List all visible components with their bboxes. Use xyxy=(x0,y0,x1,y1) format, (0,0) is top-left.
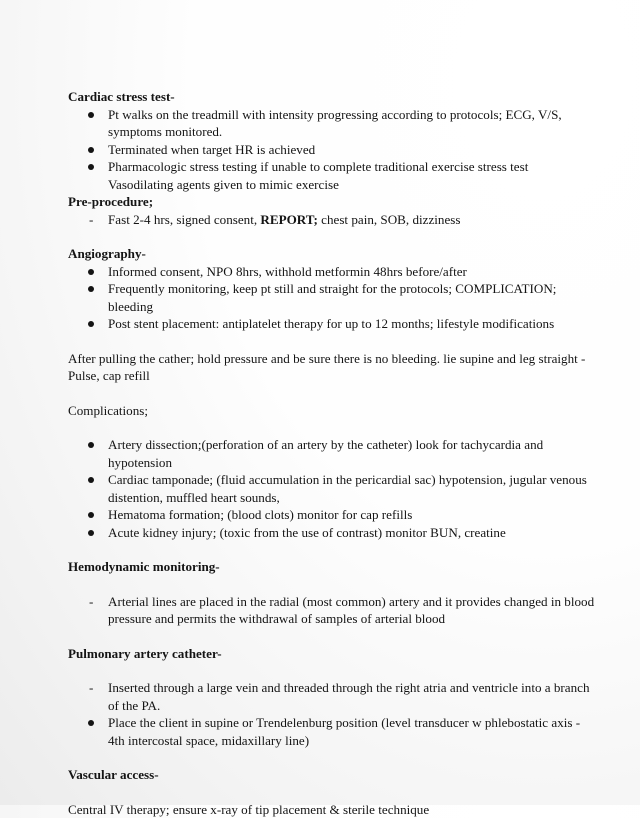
list-item: Artery dissection;(perforation of an artery by the catheter) look for tachycardia and hypotension xyxy=(68,436,598,471)
list-item: Inserted through a large vein and threaded through the right atria and ventricle into a branch of the PA. xyxy=(68,679,598,714)
list-item: Fast 2-4 hrs, signed consent, REPORT; chest pain, SOB, dizziness xyxy=(68,211,598,229)
list-item: Pt walks on the treadmill with intensity progressing according to protocols; ECG, V/S, symptoms monitored. xyxy=(68,106,598,141)
list-item: Place the client in supine or Trendelenburg position (level transducer w phlebostatic axis - 4th intercostal space, midaxillary line) xyxy=(68,714,598,749)
list-item: Frequently monitoring, keep pt still and straight for the protocols; COMPLICATION; bleeding xyxy=(68,280,598,315)
heading-pre-procedure: Pre-procedure; xyxy=(68,193,598,211)
list-item: Arterial lines are placed in the radial (most common) artery and it provides changed in blood pressure and permits the withdrawal of samples of arterial blood xyxy=(68,593,598,628)
list-item: Pharmacologic stress testing if unable to complete traditional exercise stress test Vasodilating agents given to mimic exercise xyxy=(68,158,598,193)
pre-procedure-list xyxy=(68,211,598,229)
angiography-list xyxy=(68,263,598,333)
heading-vascular-access: Vascular access- xyxy=(68,766,598,784)
heading-hemodynamic-monitoring: Hemodynamic monitoring- xyxy=(68,558,598,576)
hemodynamic-monitoring-list xyxy=(68,593,598,628)
vascular-access-note: Central IV therapy; ensure x-ray of tip placement & sterile technique xyxy=(68,801,598,818)
list-item: Informed consent, NPO 8hrs, withhold metformin 48hrs before/after xyxy=(68,263,598,281)
list-item: Terminated when target HR is achieved xyxy=(68,141,598,159)
report-emphasis: REPORT; xyxy=(260,212,318,227)
heading-cardiac-stress-test: Cardiac stress test- xyxy=(68,88,598,106)
heading-complications: Complications; xyxy=(68,402,598,420)
cardiac-stress-test-list xyxy=(68,106,598,194)
after-catheter-note: After pulling the cather; hold pressure and be sure there is no bleeding. lie supine and leg straight - Pulse, cap refill xyxy=(68,350,598,385)
list-item: Cardiac tamponade; (fluid accumulation in the pericardial sac) hypotension, jugular venous distention, muffled heart sounds, xyxy=(68,471,598,506)
heading-pulmonary-artery-catheter: Pulmonary artery catheter- xyxy=(68,645,598,663)
list-item: Post stent placement: antiplatelet therapy for up to 12 months; lifestyle modifications xyxy=(68,315,598,333)
heading-angiography: Angiography- xyxy=(68,245,598,263)
complications-list xyxy=(68,436,598,541)
list-item: Acute kidney injury; (toxic from the use of contrast) monitor BUN, creatine xyxy=(68,524,598,542)
list-item: Hematoma formation; (blood clots) monitor for cap refills xyxy=(68,506,598,524)
pulmonary-artery-catheter-list xyxy=(68,679,598,749)
document-page xyxy=(68,88,598,818)
